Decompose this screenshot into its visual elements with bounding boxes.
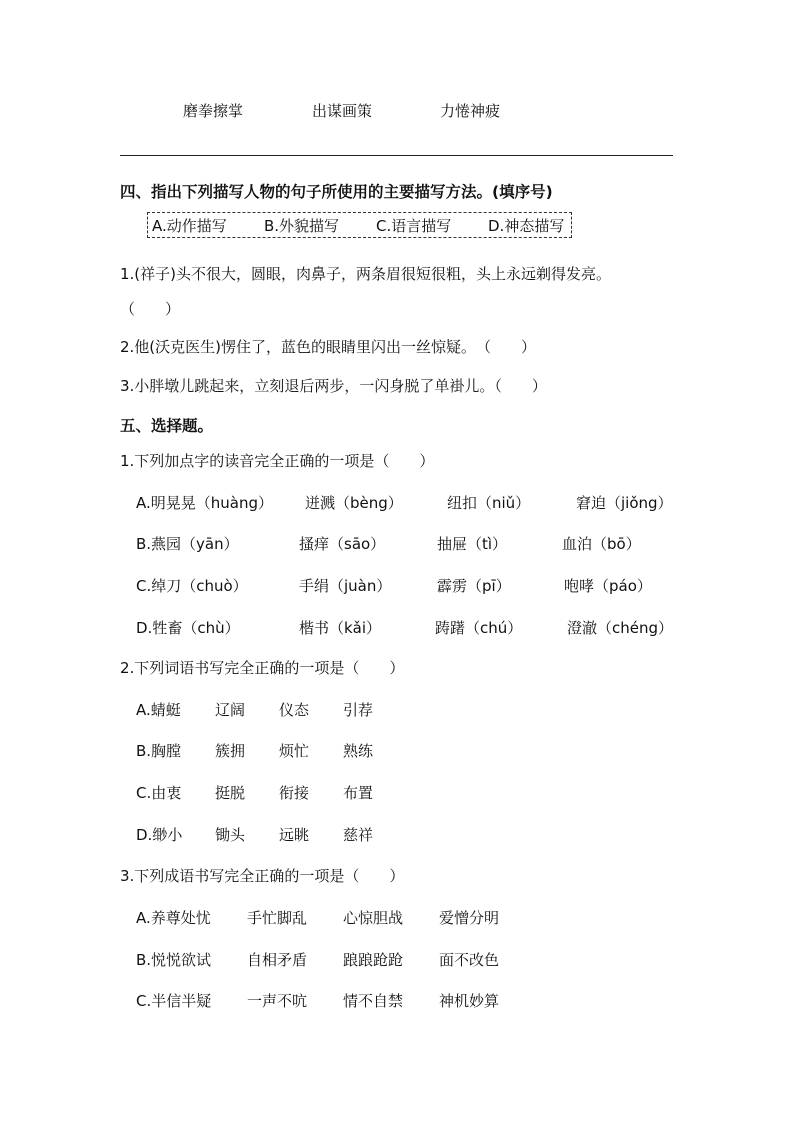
s5-q2-a-4: 引荐 — [343, 701, 374, 719]
horizontal-rule — [120, 155, 673, 156]
s5-q1-a-1: A.明晃晃（huàng） — [136, 494, 274, 512]
s5-q2-c-2: 挺脱 — [215, 784, 246, 802]
option-a: A.动作描写 — [152, 217, 227, 235]
options-box — [147, 212, 572, 238]
s5-q3-b-4: 面不改色 — [439, 951, 500, 969]
s5-q1-a-3: 纽扣（niǔ） — [447, 494, 531, 512]
s5-q2-c-3: 衔接 — [279, 784, 310, 802]
s5-q3-a-3: 心惊胆战 — [343, 909, 404, 927]
idiom-2: 出谋画策 — [312, 102, 373, 120]
s5-q2-b-3: 烦忙 — [279, 742, 310, 760]
s5-q1-b-3: 抽屉（tì） — [437, 535, 508, 553]
s5-q3-c-1: C.半信半疑 — [136, 992, 212, 1010]
s5-q2-b-1: B.胸膛 — [136, 742, 182, 760]
s5-q3-b-1: B.悦悦欲试 — [136, 951, 212, 969]
s5-q1-c-2: 手绢（juàn） — [299, 577, 392, 595]
s5-q1-d-1: D.牲畜（chù） — [136, 619, 240, 637]
s4-q1-line1: 1.(祥子)头不很大，圆眼，肉鼻子，两条眉很短很粗，头上永远剃得发亮。 — [120, 265, 612, 283]
s5-q1-b-1: B.燕园（yān） — [136, 535, 239, 553]
s4-q1-line2: （ ） — [120, 300, 181, 318]
s4-q2: 2.他(沃克医生)愣住了，蓝色的眼睛里闪出一丝惊疑。 （ ） — [120, 338, 537, 356]
s5-q1-stem: 1.下列加点字的读音完全正确的一项是（ ） — [120, 452, 435, 470]
section5-heading: 五、选择题。 — [120, 417, 214, 435]
s5-q1-a-4: 窘迫（jiǒng） — [576, 494, 673, 512]
s5-q2-a-2: 辽阔 — [215, 701, 246, 719]
s5-q3-a-1: A.养尊处忧 — [136, 909, 211, 927]
option-c: C.语言描写 — [376, 217, 452, 235]
s4-q3: 3.小胖墩儿跳起来，立刻退后两步，一闪身脱了单褂儿。（ ） — [120, 377, 547, 395]
s5-q2-d-3: 远眺 — [279, 826, 310, 844]
s5-q3-a-4: 爱憎分明 — [439, 909, 500, 927]
option-b: B.外貌描写 — [264, 217, 340, 235]
s5-q1-d-2: 楷书（kǎi） — [299, 619, 382, 637]
s5-q2-stem: 2.下列词语书写完全正确的一项是（ ） — [120, 659, 405, 677]
idiom-1: 磨拳擦掌 — [183, 102, 244, 120]
s5-q1-d-3: 踌躇（chú） — [435, 619, 523, 637]
s5-q1-d-4: 澄澈（chéng） — [567, 619, 674, 637]
s5-q2-d-1: D.缈小 — [136, 826, 183, 844]
s5-q3-b-3: 踉踉跄跄 — [343, 951, 404, 969]
s5-q3-c-3: 情不自禁 — [343, 992, 404, 1010]
s5-q2-a-1: A.蜻蜓 — [136, 701, 181, 719]
s5-q2-d-2: 锄头 — [215, 826, 246, 844]
s5-q1-c-3: 霹雳（pī） — [437, 577, 511, 595]
s5-q3-stem: 3.下列成语书写完全正确的一项是（ ） — [120, 867, 405, 885]
s5-q2-d-4: 慈祥 — [343, 826, 374, 844]
s5-q1-b-2: 搔痒（sāo） — [299, 535, 386, 553]
s5-q2-b-4: 熟练 — [343, 742, 374, 760]
s5-q2-c-4: 布置 — [343, 784, 374, 802]
section4-heading: 四、指出下列描写人物的句子所使用的主要描写方法。(填序号) — [120, 183, 553, 201]
s5-q2-b-2: 簇拥 — [215, 742, 246, 760]
s5-q1-a-2: 迸溅（bèng） — [305, 494, 403, 512]
s5-q1-b-4: 血泊（bō） — [562, 535, 641, 553]
s5-q2-a-3: 仪态 — [279, 701, 310, 719]
s5-q3-c-4: 神机妙算 — [439, 992, 500, 1010]
s5-q3-b-2: 自相矛盾 — [247, 951, 308, 969]
s5-q2-c-1: C.由衷 — [136, 784, 182, 802]
s5-q3-c-2: 一声不吭 — [247, 992, 308, 1010]
option-d: D.神态描写 — [488, 217, 565, 235]
s5-q1-c-1: C.绰刀（chuò） — [136, 577, 248, 595]
idiom-3: 力惓神疲 — [440, 102, 501, 120]
s5-q3-a-2: 手忙脚乱 — [247, 909, 308, 927]
s5-q1-c-4: 咆哮（páo） — [564, 577, 652, 595]
